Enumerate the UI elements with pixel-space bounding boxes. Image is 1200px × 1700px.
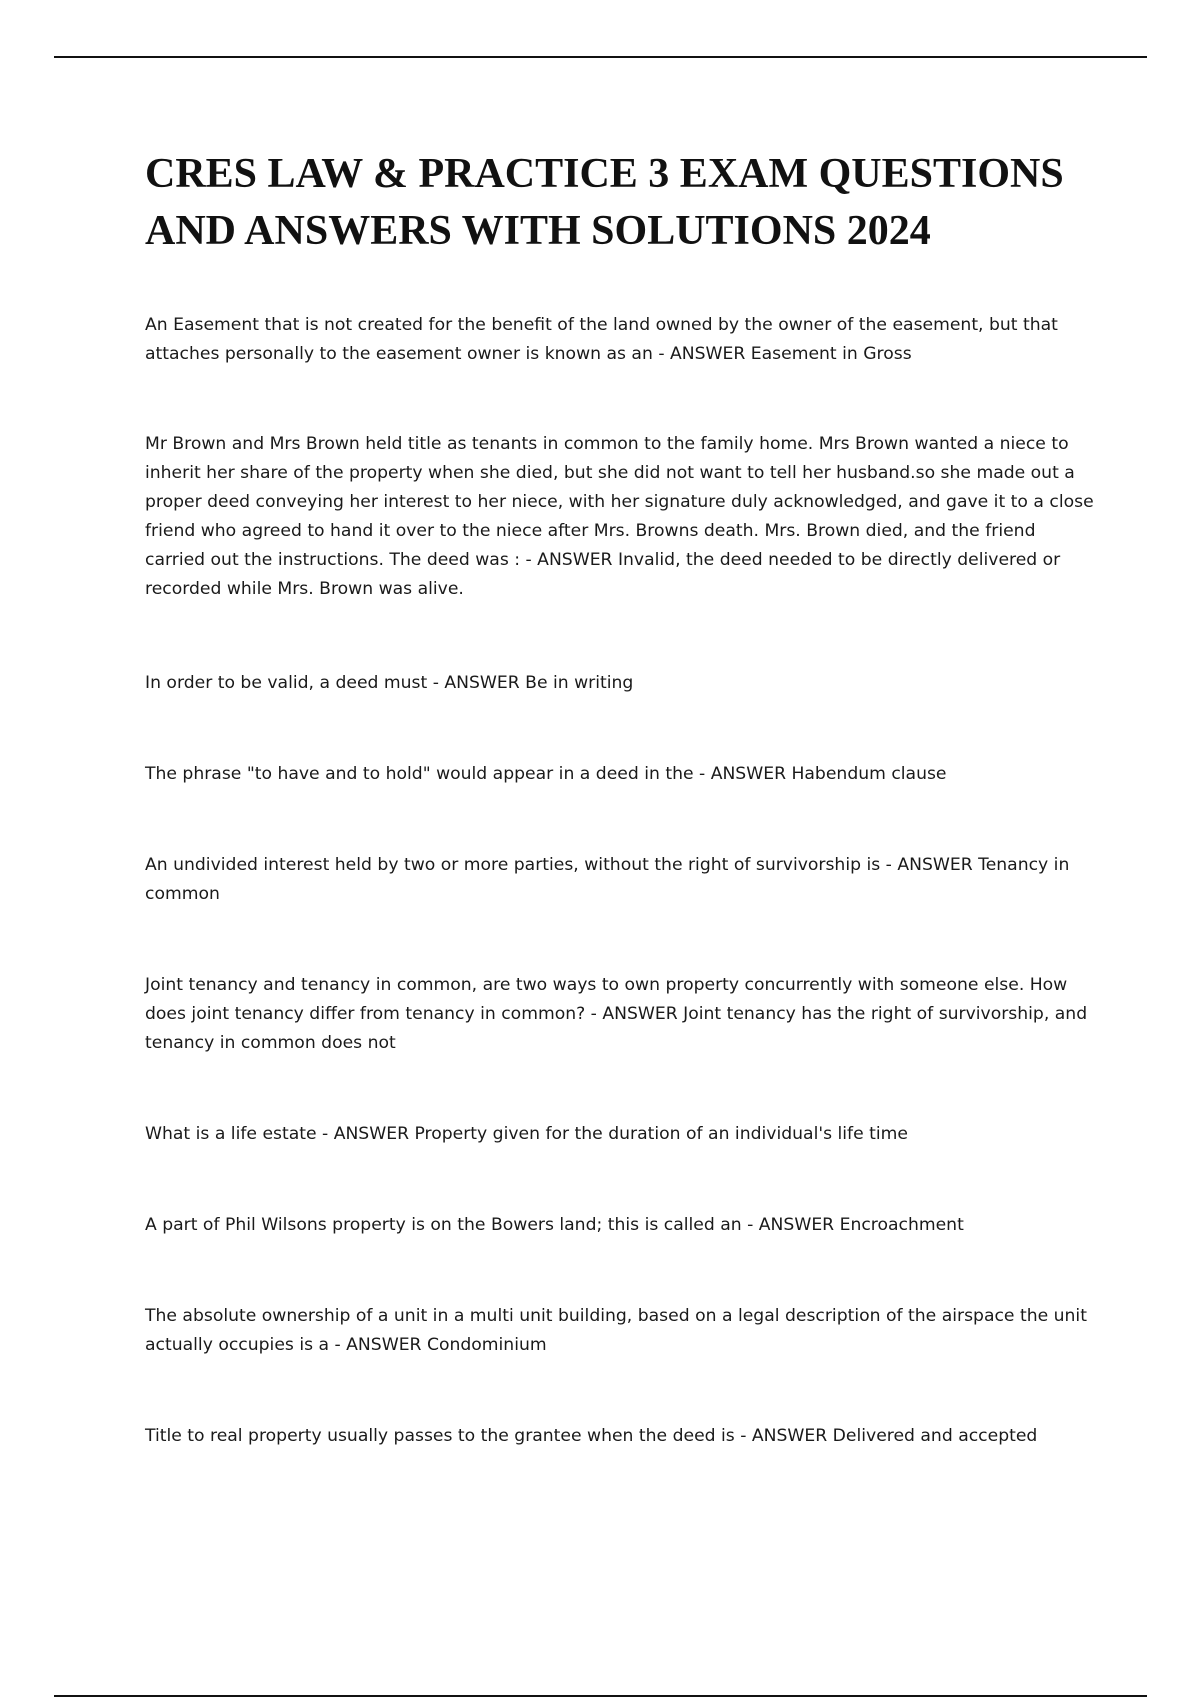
document-title: CRES LAW & PRACTICE 3 EXAM QUESTIONS AND ANSWERS WITH SOLUTIONS 2024 [145,151,1064,254]
qa-item: An Easement that is not created for the benefit of the land owned by the owner of the easement, but that attaches personally to the easement owner is known as an - ANSWER Easement in Gross [145,315,1058,364]
qa-item: The absolute ownership of a unit in a multi unit building, based on a legal description of the airspace the unit actually occupies is a - ANSWER Condominium [145,1306,1087,1355]
qa-item: Mr Brown and Mrs Brown held title as tenants in common to the family home. Mrs Brown wanted a niece to inherit her share of the property when she died, but she did not want to tell her husband.so she made out a proper deed conveying her interest to her niece, with her signature duly acknowledged, and gave it to a close friend who agreed to hand it over to the niece after Mrs. Browns death. Mrs. Brown died, and the friend carried out the instructions. The deed was : - ANSWER Invalid, the deed needed to be directly delivered or recorded while Mrs. Brown was alive. [145,434,1094,599]
qa-item: What is a life estate - ANSWER Property given for the duration of an individual's life time [145,1124,908,1144]
bottom-divider [54,1695,1147,1697]
qa-item: The phrase "to have and to hold" would appear in a deed in the - ANSWER Habendum clause [145,764,947,784]
top-divider [54,56,1147,58]
qa-item: Joint tenancy and tenancy in common, are two ways to own property concurrently with someone else. How does joint tenancy differ from tenancy in common? - ANSWER Joint tenancy has the right of survivorship, and tenancy in common does not [145,975,1088,1053]
qa-item: In order to be valid, a deed must - ANSWER Be in writing [145,673,634,693]
qa-item: An undivided interest held by two or more parties, without the right of survivorship is - ANSWER Tenancy in common [145,855,1070,904]
qa-item: A part of Phil Wilsons property is on the Bowers land; this is called an - ANSWER Encroachment [145,1215,964,1235]
qa-item: Title to real property usually passes to the grantee when the deed is - ANSWER Delivered and accepted [145,1426,1038,1446]
